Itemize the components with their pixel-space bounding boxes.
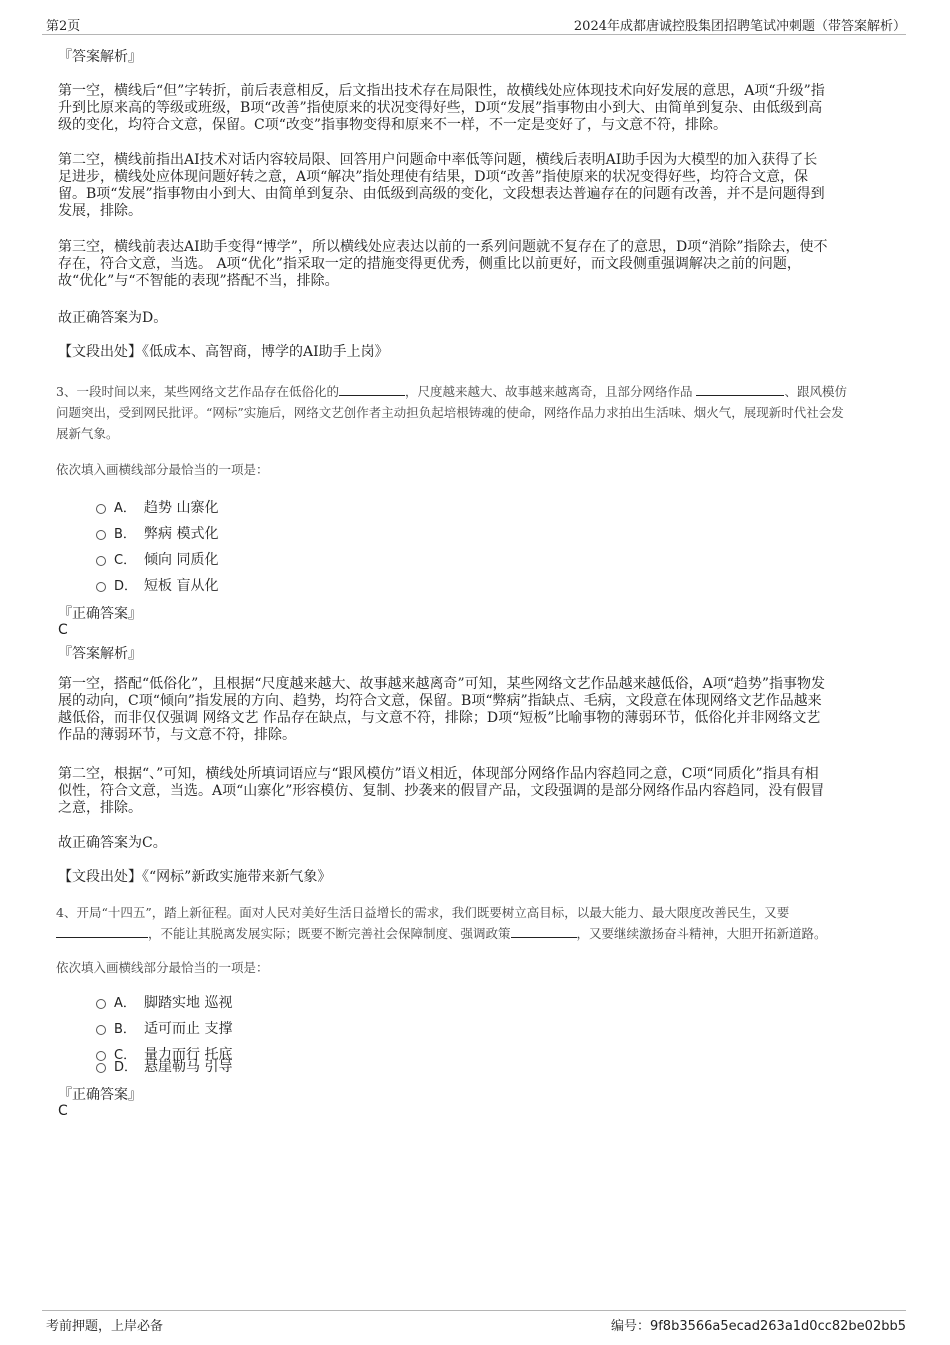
radio-icon[interactable] xyxy=(96,556,106,566)
q3-option-d[interactable]: D． 短板 盲从化 xyxy=(96,575,218,595)
q4-stem-line2: ，不能让其脱离发展实际；既要不断完善社会保障制度、强调政策 ，又要继续激扬奋斗精神，大胆开拓新道路。 xyxy=(56,923,896,944)
q4-blank-2 xyxy=(511,925,577,938)
q3-stem: 3、一段时间以来，某些网络文艺作品存在低俗化的 ，尺度越来越大、故事越来越离奇，且部分网络作品 、跟风模仿 问题突出，受到网民批评。“网标”实施后，网络文艺创作者主动担负起培根铸魂的使命，网络作品力求拍出生活味、烟火气，展现新时代社会发 展新气象。 xyxy=(56,381,896,444)
page-number: 第2页 xyxy=(46,19,81,34)
footer-slogan: 考前押题，上岸必备 xyxy=(46,1319,164,1334)
prev-analysis-p1: 第一空，横线后“但”字转折，前后表意相反，后文指出技术存在局限性，故横线处应体现技术向好发展的意思，A项“升级”指 升到比原来高的等级或班级，B项“改善”指使原来的状况变得好些，D项“发展”指事物由小到大、由简单到复杂、由低级到高 级的变化，均符合文意，保留。C项“改变”指事物变得和原来不一样，不一定是变好了，与文意不符，排除。 xyxy=(58,83,825,133)
q4-option-c[interactable]: C． 量力而行 托底 xyxy=(96,1044,232,1064)
q3-analysis-p2: 第二空，根据“、”可知，横线处所填词语应与“跟风模仿”语义相近，体现部分网络作品内容趋同之意，C项“同质化”指具有相 似性，符合文意，当选。A项“山寨化”形容模仿、复制、抄袭来的假冒产品，文段强调的是部分网络作品内容趋同，没有假冒 之意，排除。 xyxy=(58,766,825,816)
q4-option-a[interactable]: A． 脚踏实地 巡视 xyxy=(96,992,232,1012)
prev-source: 【文段出处】《低成本、高智商，博学的AI助手上岗》 xyxy=(58,344,389,360)
q3-option-b[interactable]: B． 弊病 模式化 xyxy=(96,523,218,543)
prev-analysis-p3: 第三空，横线前表达AI助手变得“博学”，所以横线处应表达以前的一系列问题就不复存在了的意思，D项“消除”指除去，使不 存在，符合文意，当选。 A项“优化”指采取一定的措施变得更优秀，侧重比以前更好，而文段侧重强调解决之前的问题， 故“优化”与“不智能的表现”搭配不当，排除。 xyxy=(58,239,828,289)
q3-instruction: 依次填入画横线部分最恰当的一项是： xyxy=(56,462,269,477)
q3-analysis-p1: 第一空，搭配“低俗化”，且根据“尺度越来越大、故事越来越离奇”可知，某些网络文艺作品越来越低俗，A项“趋势”指事物发 展的动向，C项“倾向”指发展的方向、趋势，均符合文意，保留。B项“弊病”指缺点、毛病，文段意在体现网络文艺作品越来 越低俗，而非仅仅强调 网络文艺 作品存在缺点，与文意不符，排除；D项“短板”比喻事物的薄弱环节，低俗化并非网络文艺 作品的薄弱环节，与文意不符，排除。 xyxy=(58,676,826,743)
radio-icon[interactable] xyxy=(96,530,106,540)
q4-option-b[interactable]: B． 适可而止 支撑 xyxy=(96,1018,232,1038)
prev-analysis-p2: 第二空，横线前指出AI技术对话内容较局限、回答用户问题命中率低等问题，横线后表明AI助手因为大模型的加入获得了长 足进步，横线处应体现问题好转之意，A项“解决”指处理使有结果，D项“改善”指使原来的状况变得好些，均符合文意，保 留。B项“发展”指事物由小到大、由简单到复杂、由低级到高级的变化，文段想表达普遍存在的问题有改善，并不是问题得到 发展，排除。 xyxy=(58,152,825,219)
page-footer xyxy=(42,1310,906,1333)
q4-option-d[interactable]: D． 悬崖勒马 引导 xyxy=(96,1056,232,1076)
document-title: 2024年成都唐诚控股集团招聘笔试冲刺题（带答案解析） xyxy=(573,19,906,34)
radio-icon[interactable] xyxy=(96,1063,106,1073)
q3-source: 【文段出处】《“网标”新政实施带来新气象》 xyxy=(58,869,332,885)
q4-instruction: 依次填入画横线部分最恰当的一项是： xyxy=(56,960,269,975)
radio-icon[interactable] xyxy=(96,582,106,592)
q3-answer-label: 『正确答案』 xyxy=(58,606,142,622)
q3-option-c[interactable]: C． 倾向 同质化 xyxy=(96,549,218,569)
q3-option-a[interactable]: A． 趋势 山寨化 xyxy=(96,497,218,517)
q3-blank-2 xyxy=(696,383,784,396)
q3-analysis-label: 『答案解析』 xyxy=(58,646,142,662)
q3-blank-1 xyxy=(339,383,405,396)
radio-icon[interactable] xyxy=(96,504,106,514)
q3-conclusion: 故正确答案为C。 xyxy=(58,835,167,851)
q3-stem-line1: 3、一段时间以来，某些网络文艺作品存在低俗化的 ，尺度越来越大、故事越来越离奇，且部分网络作品 、跟风模仿 xyxy=(56,384,847,399)
prev-conclusion: 故正确答案为D。 xyxy=(58,310,168,326)
document-code: 编号：9f8b3566a5ecad263a1d0cc82be02bb5 xyxy=(610,1319,906,1334)
radio-icon[interactable] xyxy=(96,999,106,1009)
q4-answer-label: 『正确答案』 xyxy=(58,1087,142,1103)
q4-stem: 4、开局“十四五”，踏上新征程。面对人民对美好生活日益增长的需求，我们既要树立高目标，以最大能力、最大限度改善民生，又要 ，不能让其脱离发展实际；既要不断完善社会保障制度、强调政策 ，又要继续激扬奋斗精神，大胆开拓新道路。 xyxy=(56,902,896,944)
page-header xyxy=(42,14,906,35)
radio-icon[interactable] xyxy=(96,1025,106,1035)
prev-analysis-label: 『答案解析』 xyxy=(58,49,142,65)
q4-blank-1 xyxy=(56,925,148,938)
q4-answer: C xyxy=(58,1103,68,1119)
q3-answer: C xyxy=(58,622,68,638)
